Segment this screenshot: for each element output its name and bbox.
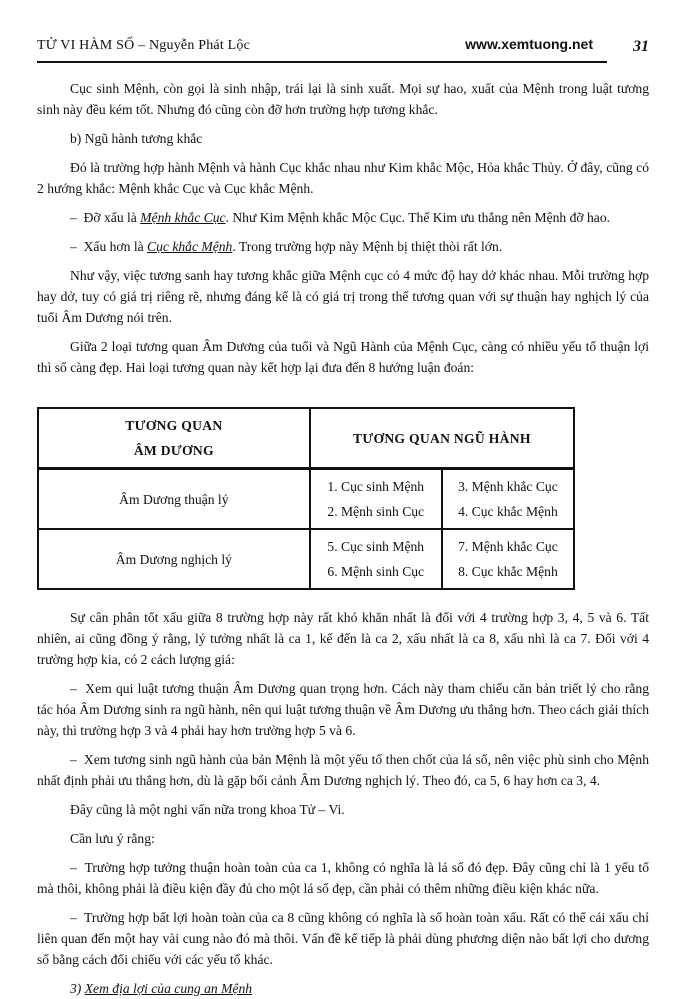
paragraph-can-luu-y: Cần lưu ý rằng: xyxy=(70,831,155,846)
header-line-1: TƯƠNG QUAN xyxy=(125,418,223,433)
bullet-xem-qui-luat: – Xem qui luật tương thuận Âm Dương quan trọng hơn. Cách này tham chiếu căn bản triết lý cho rằng tác hóa Âm Dương sinh ra ngũ hành, nên qui luật tương thuận về Âm Dương ưu thắng hơn. Theo cách giải thích này, thì trường hợp 3 và 4 phải hay hơn trường hợp 5 và 6. xyxy=(37,681,649,738)
case-4: 4. Cục khắc Mệnh xyxy=(458,504,558,519)
header-rule xyxy=(37,36,607,63)
sinh-cell xyxy=(310,529,442,589)
paragraph-intro: Cục sinh Mệnh, còn gọi là sinh nhập, trái lại là sinh xuất. Mọi sự hao, xuất của Mệnh trong luật tương sinh này đều kém tốt. Nhưng đó cũng còn đỡ hơn trường hợp tương khắc. xyxy=(37,81,649,117)
row-label-cell: Âm Dương nghịch lý xyxy=(38,529,310,589)
khac-cell xyxy=(442,469,574,530)
page-header xyxy=(37,36,649,63)
heading-number: 3) xyxy=(70,981,85,996)
section-heading-b: b) Ngũ hành tương khắc xyxy=(70,131,203,146)
emphasis-menh-khac-cuc: Mệnh khắc Cục xyxy=(140,210,226,225)
bullet-text-pre: – Xấu hơn là xyxy=(70,239,148,254)
khac-cell xyxy=(442,529,574,589)
paragraph-giua-2-loai: Giữa 2 loại tương quan Âm Dương của tuổi và Ngũ Hành của Mệnh Cục, càng có nhiều yếu tố thuận lợi thì số càng đẹp. Hai loại tương quan này kết hợp lại đưa đến 8 hướng luận đoán: xyxy=(37,339,649,375)
website-url: www.xemtuong.net xyxy=(465,36,593,52)
heading-text: Xem địa lợi của cung an Mệnh xyxy=(84,981,253,996)
bullet-xem-tuong-sinh: – Xem tương sinh ngũ hành của bản Mệnh là một yếu tố then chốt của lá số, nên việc phù sinh cho Mệnh nhất định phải ưu thắng hơn, dù là gặp bối cảnh Âm Dương nghịch lý. Theo đó, ca 5, 6 hay hơn ca 3, 4. xyxy=(37,752,649,788)
paragraph-nghi-van: Đây cũng là một nghi vấn nữa trong khoa Tử – Vi. xyxy=(70,802,345,817)
section-heading-3 xyxy=(37,978,649,999)
paragraph-nhu-vay: Như vậy, việc tương sanh hay tương khắc giữa Mệnh cục có 4 mức độ hay dở khác nhau. Mỗi trường hợp hay dở, tuy có giá trị riêng rẽ, nhưng đáng kể là có giá trị trong thế tương quan với sự thuận hay nghịch lý của tuổi Âm Dương nói trên. xyxy=(37,268,649,325)
bullet-do-xau xyxy=(37,207,649,228)
row-label-cell: Âm Dương thuận lý xyxy=(38,469,310,530)
header-cell-am-duong xyxy=(38,408,310,469)
case-7: 7. Mệnh khắc Cục xyxy=(458,539,558,554)
bullet-text-pre: – Đỡ xấu là xyxy=(70,210,141,225)
case-6: 6. Mệnh sinh Cục xyxy=(327,564,425,579)
bullet-truong-hop-ca8: – Trường hợp bất lợi hoàn toàn của ca 8 cũng không có nghĩa là số hoàn toàn xấu. Rất có thể cái xấu chỉ liên quan đến một hay vài cung nào đó mà thôi. Vấn đề kế tiếp là phải dùng phương diện nào bất lợi cho dương số bằng cách đối chiếu với các yếu tố khác. xyxy=(37,910,649,967)
bullet-xau-hon xyxy=(37,236,649,257)
bullet-truong-hop-ca1: – Trường hợp tưởng thuận hoàn toàn của ca 1, không có nghĩa là lá số đó đẹp. Đây cũng chỉ là 1 yếu tố mà thôi, không phải là điều kiện đầy đủ cho một lá số đẹp, cần phải có thêm những điều kiện khác nữa. xyxy=(37,860,649,896)
case-5: 5. Cục sinh Mệnh xyxy=(327,539,425,554)
case-2: 2. Mệnh sinh Cục xyxy=(327,504,425,519)
table-row-thuan-ly xyxy=(38,469,574,530)
header-cell-ngu-hanh: TƯƠNG QUAN NGŨ HÀNH xyxy=(310,408,574,469)
header-line-2: ÂM DƯƠNG xyxy=(133,443,214,458)
case-8: 8. Cục khắc Mệnh xyxy=(458,564,558,579)
correlation-table xyxy=(37,407,575,590)
emphasis-cuc-khac-menh: Cục khắc Mệnh xyxy=(147,239,233,254)
paragraph-su-can-phan: Sự cân phân tốt xấu giữa 8 trường hợp này rất khó khăn nhất là đối với 4 trường hợp 3, 4, 5 và 6. Tất nhiên, ai cũng đồng ý rằng, lý tưởng nhất là ca 1, kế đến là ca 2, xấu nhất là ca 8, xấu nhì là ca 7. Đối với 4 trường hợp kia, có 2 cách lượng giá: xyxy=(37,610,649,667)
paragraph-khac-desc: Đó là trường hợp hành Mệnh và hành Cục khắc nhau như Kim khắc Mộc, Hỏa khắc Thủy. Ở đây, cũng có 2 hướng khắc: Mệnh khắc Cục và Cục khắc Mệnh. xyxy=(37,160,649,196)
page-content xyxy=(37,63,649,999)
sinh-cell xyxy=(310,469,442,530)
bullet-text-post: . Như Kim Mệnh khắc Mộc Cục. Thế Kim ưu thắng nên Mệnh đỡ hao. xyxy=(225,210,611,225)
table-header-row xyxy=(38,408,574,469)
bullet-text-post: . Trong trường hợp này Mệnh bị thiệt thòi rất lớn. xyxy=(232,239,503,254)
page-number: 31 xyxy=(633,38,649,55)
case-1: 1. Cục sinh Mệnh xyxy=(327,479,425,494)
book-title: TỬ VI HÀM SỐ – Nguyễn Phát Lộc xyxy=(37,38,250,53)
table-row-nghich-ly xyxy=(38,529,574,589)
case-3: 3. Mệnh khắc Cục xyxy=(458,479,558,494)
